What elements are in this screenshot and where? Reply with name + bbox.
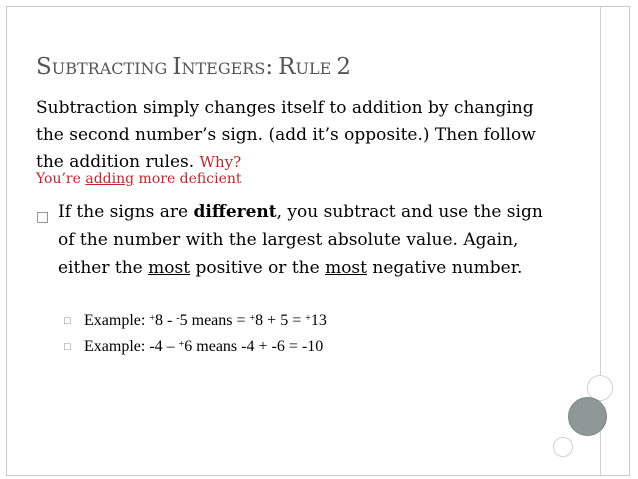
example-1-prefix: Example: xyxy=(84,312,150,329)
bullet-part2: , you subtract and use the sign of the number with the largest absolute value. Again, either the xyxy=(58,202,543,278)
example-item xyxy=(64,308,327,334)
note-underlined-word: adding xyxy=(85,171,135,187)
main-bullet-text xyxy=(58,198,556,282)
bullet-square-icon: □ xyxy=(36,209,50,225)
bullet-underlined-most-2: most xyxy=(325,258,367,278)
example-1-part-b: 5 means = xyxy=(179,312,250,329)
title-word1-rest: UBTRACTING xyxy=(51,59,168,78)
examples-list xyxy=(64,308,327,360)
deficient-note xyxy=(36,171,242,187)
example-1-text xyxy=(84,312,327,329)
decorative-circle-filled xyxy=(568,397,607,436)
title-word2-first: I xyxy=(172,54,182,80)
slide-title xyxy=(36,54,351,80)
title-colon: : xyxy=(265,54,274,80)
title-word3-rest: ULE xyxy=(295,59,332,78)
example-1-part-a: 8 - xyxy=(154,312,177,329)
why-annotation: Why? xyxy=(199,153,242,171)
bullet-part3: positive or the xyxy=(190,258,326,278)
bullet-part4: negative number. xyxy=(367,258,523,278)
title-number: 2 xyxy=(336,54,352,80)
example-1-sign-2: - xyxy=(176,313,180,324)
note-suffix: more deficient xyxy=(134,171,242,187)
intro-text: Subtraction simply changes itself to addition by changing the second number’s sign. (add it’s opposite.) Then follow the addition rules. xyxy=(36,98,536,172)
main-bullet xyxy=(36,198,556,282)
example-item xyxy=(64,334,327,360)
title-word2-rest: NTEGERS xyxy=(181,59,266,78)
example-1-sign-1: + xyxy=(149,313,155,324)
bullet-bold-word: different xyxy=(193,202,277,222)
sub-bullet-square-icon: □ xyxy=(64,341,71,353)
note-prefix: You’re xyxy=(36,171,86,187)
example-2-part-b: 6 means -4 + -6 = -10 xyxy=(184,338,324,355)
example-2-text xyxy=(84,338,323,355)
example-1-part-c: 8 + 5 = xyxy=(255,312,306,329)
title-word3-first: R xyxy=(278,54,296,80)
example-2-sign-1: + xyxy=(178,339,185,350)
example-1-sign-4: + xyxy=(305,313,311,324)
example-2-part-a: -4 – xyxy=(149,338,179,355)
sub-bullet-square-icon: □ xyxy=(64,315,71,327)
intro-paragraph xyxy=(36,95,566,176)
example-2-prefix: Example: xyxy=(84,338,150,355)
bullet-underlined-most-1: most xyxy=(148,258,191,278)
example-1-sign-3: + xyxy=(249,313,256,324)
bullet-part1: If the signs are xyxy=(58,202,194,222)
example-1-part-d: 13 xyxy=(310,312,327,329)
title-word1-first: S xyxy=(36,54,52,80)
decorative-circle-outline-small xyxy=(553,437,573,457)
